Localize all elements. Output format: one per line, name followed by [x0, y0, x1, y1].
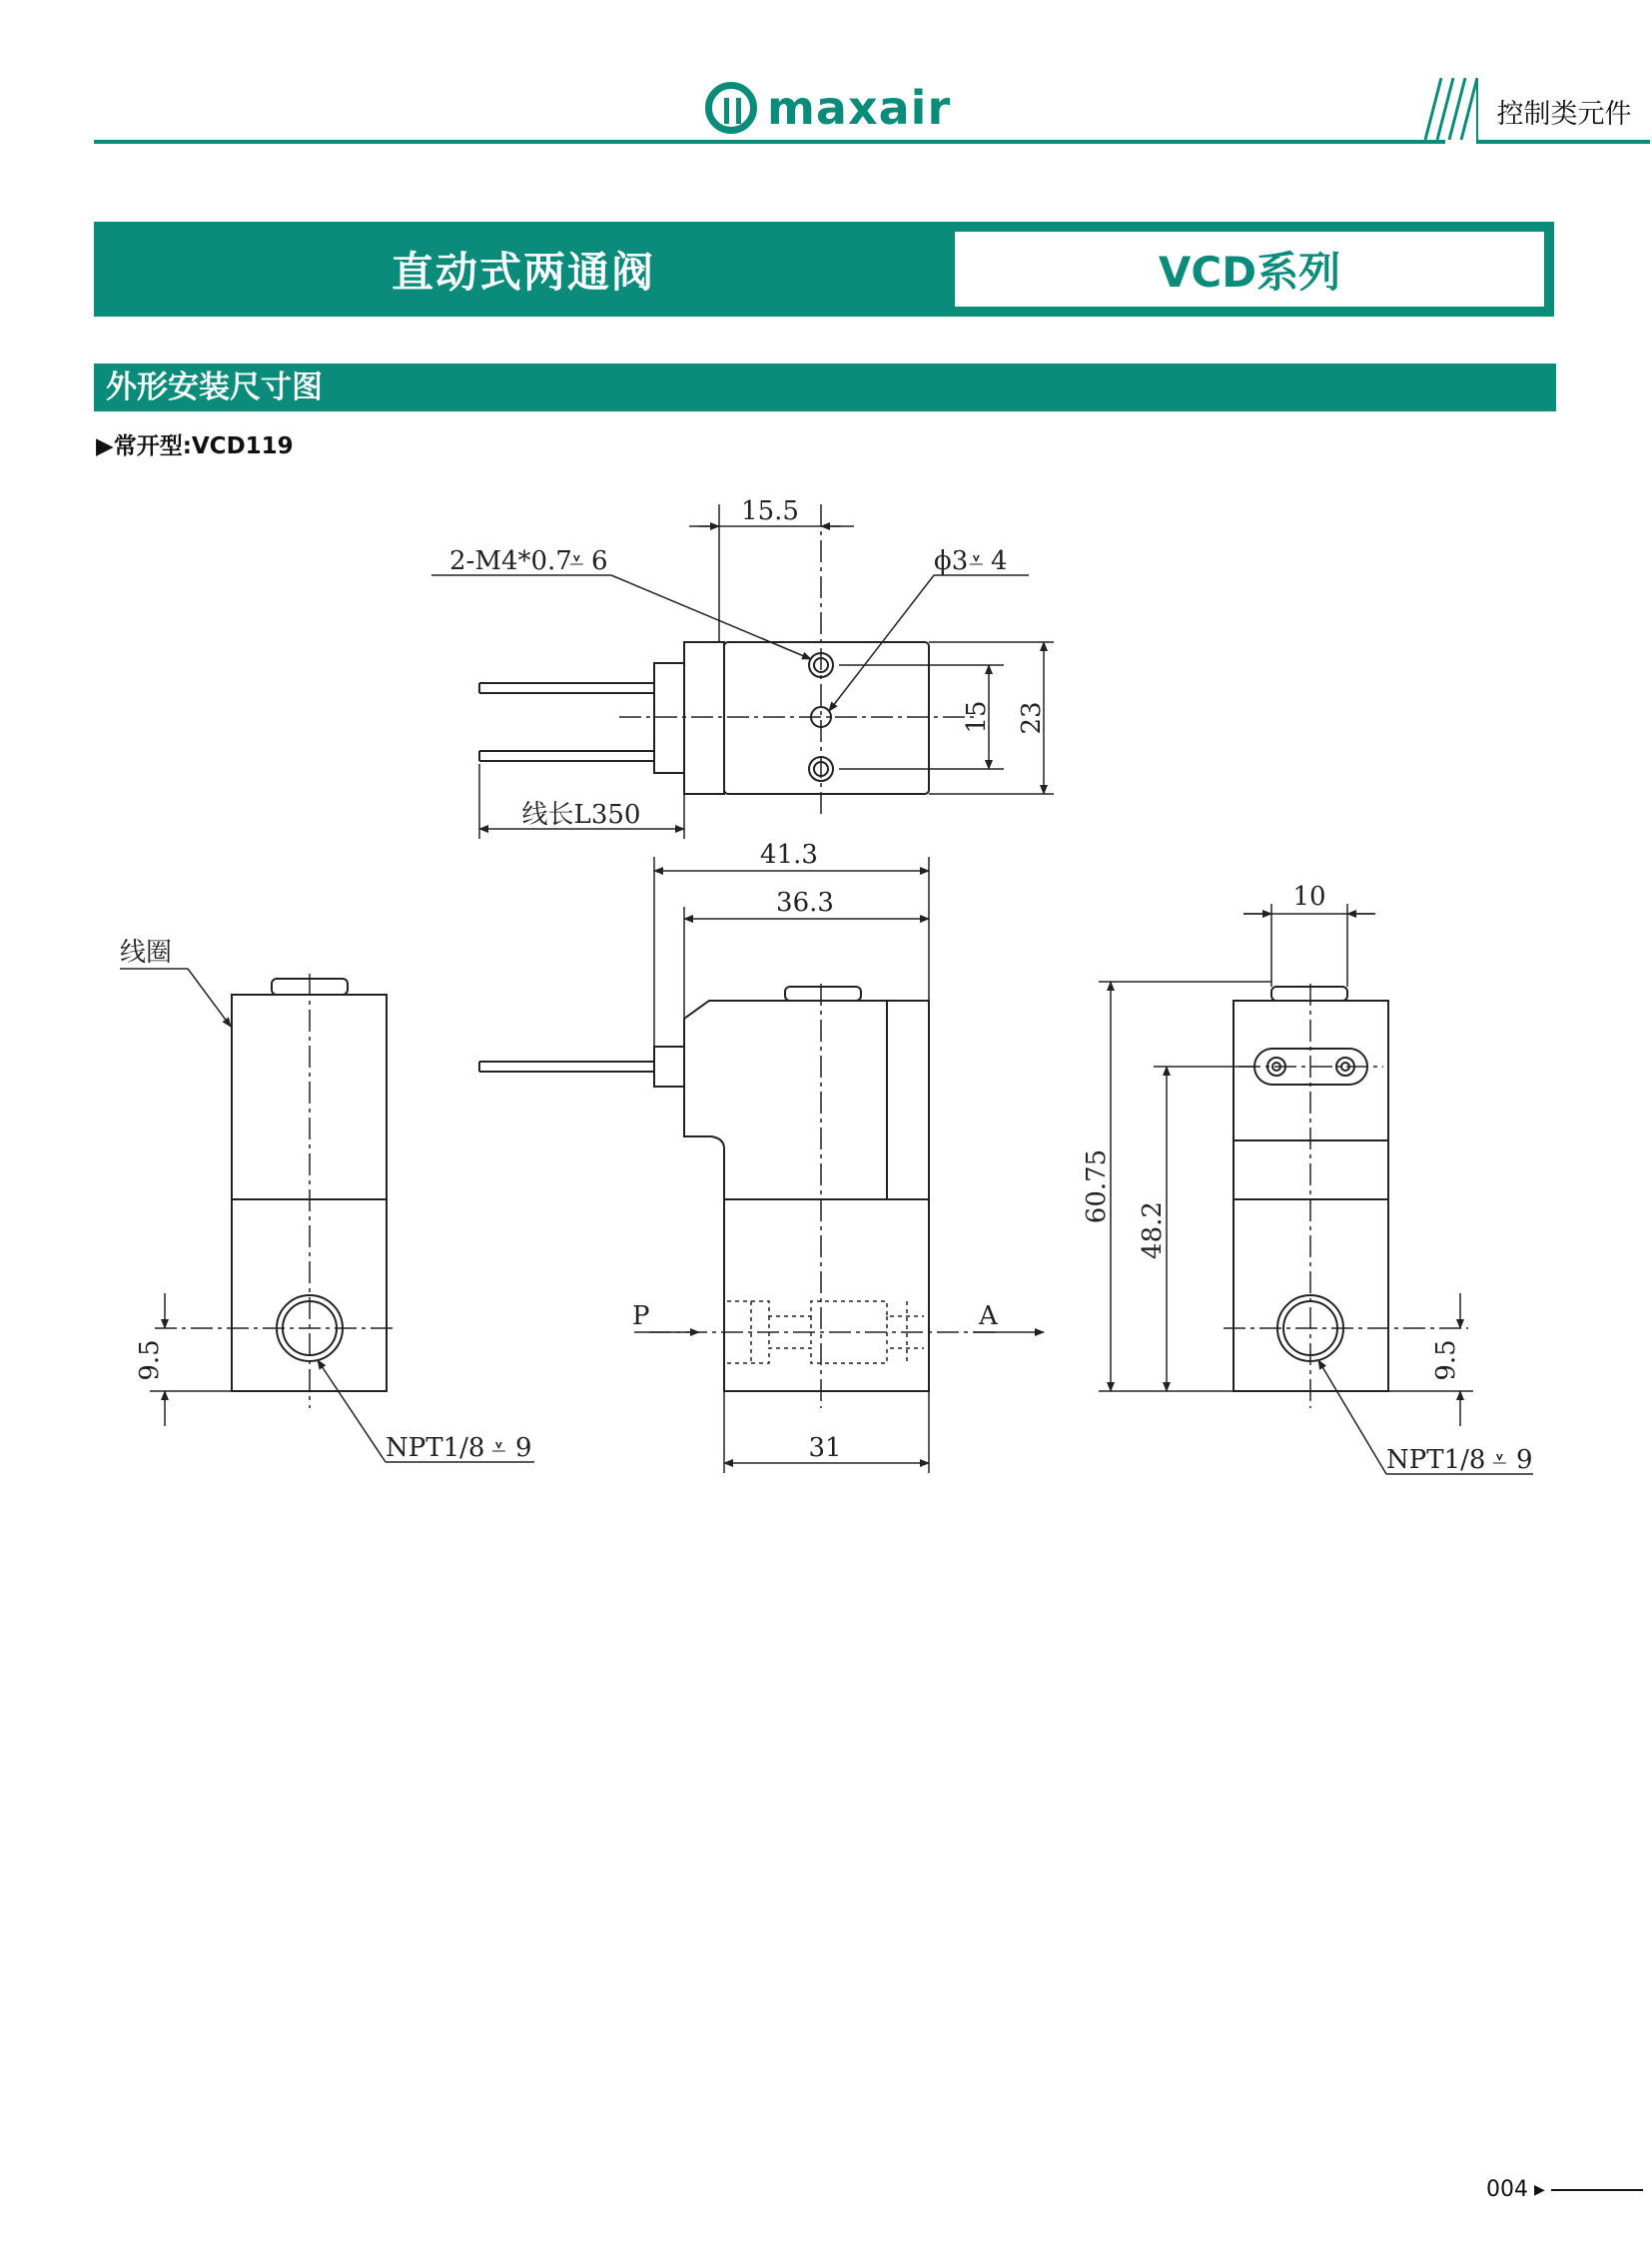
label-pin-hole-depth: 4	[991, 546, 1008, 576]
label-mount-holes-depth: 6	[591, 546, 608, 576]
label-port-p: P	[632, 1301, 650, 1331]
depth-symbol-icon: ⩡	[1492, 1445, 1507, 1475]
section-title: 外形安装尺寸图	[94, 364, 1556, 411]
depth-symbol-icon: ⩡	[969, 546, 984, 576]
page-number	[1486, 2177, 1643, 2202]
dim-port-height-left: 9.5	[135, 1339, 165, 1381]
label-port-a: A	[979, 1301, 998, 1331]
dim-port-width: 10	[1292, 882, 1326, 912]
dim-hole-spacing: 15	[962, 700, 992, 734]
label-wire-length: 线长L350	[521, 800, 641, 830]
dim-body-height-top: 23	[1017, 701, 1047, 735]
depth-symbol-icon: ⩡	[491, 1433, 506, 1463]
dim-overall-height: 60.75	[1082, 1148, 1112, 1224]
label-port-thread-right: NPT1/8	[1386, 1445, 1486, 1475]
dim-mount-height: 48.2	[1138, 1201, 1168, 1259]
label-port-thread-left-depth: 9	[515, 1433, 532, 1463]
label-coil: 线圈	[120, 938, 173, 968]
dim-port-height-right: 9.5	[1431, 1339, 1461, 1381]
label-pin-hole: ϕ3	[934, 546, 969, 576]
dim-top-width: 15.5	[741, 496, 799, 526]
dim-overall-length: 41.3	[760, 840, 818, 870]
front-view	[479, 857, 1044, 1473]
dim-base-width: 31	[808, 1433, 842, 1463]
category-tag: 控制类元件	[1476, 78, 1650, 144]
triangle-right-icon: ▶	[1534, 2181, 1545, 2198]
dim-coil-length: 36.3	[776, 888, 834, 918]
right-side-view	[1099, 904, 1533, 1474]
brand-name: maxair	[767, 81, 952, 135]
label-mount-holes: 2-M4*0.7	[449, 546, 572, 576]
label-port-thread-left: NPT1/8	[386, 1433, 485, 1463]
product-name: 直动式两通阀	[391, 247, 655, 297]
series-name: VCD系列	[955, 232, 1544, 307]
label-port-thread-right-depth: 9	[1516, 1445, 1533, 1475]
footer-rule	[1551, 2189, 1643, 2191]
depth-symbol-icon: ⩡	[569, 546, 584, 576]
page-number-text: 004	[1486, 2177, 1528, 2202]
left-side-view	[120, 969, 534, 1462]
model-subtitle: ▶常开型:VCD119	[96, 433, 294, 459]
